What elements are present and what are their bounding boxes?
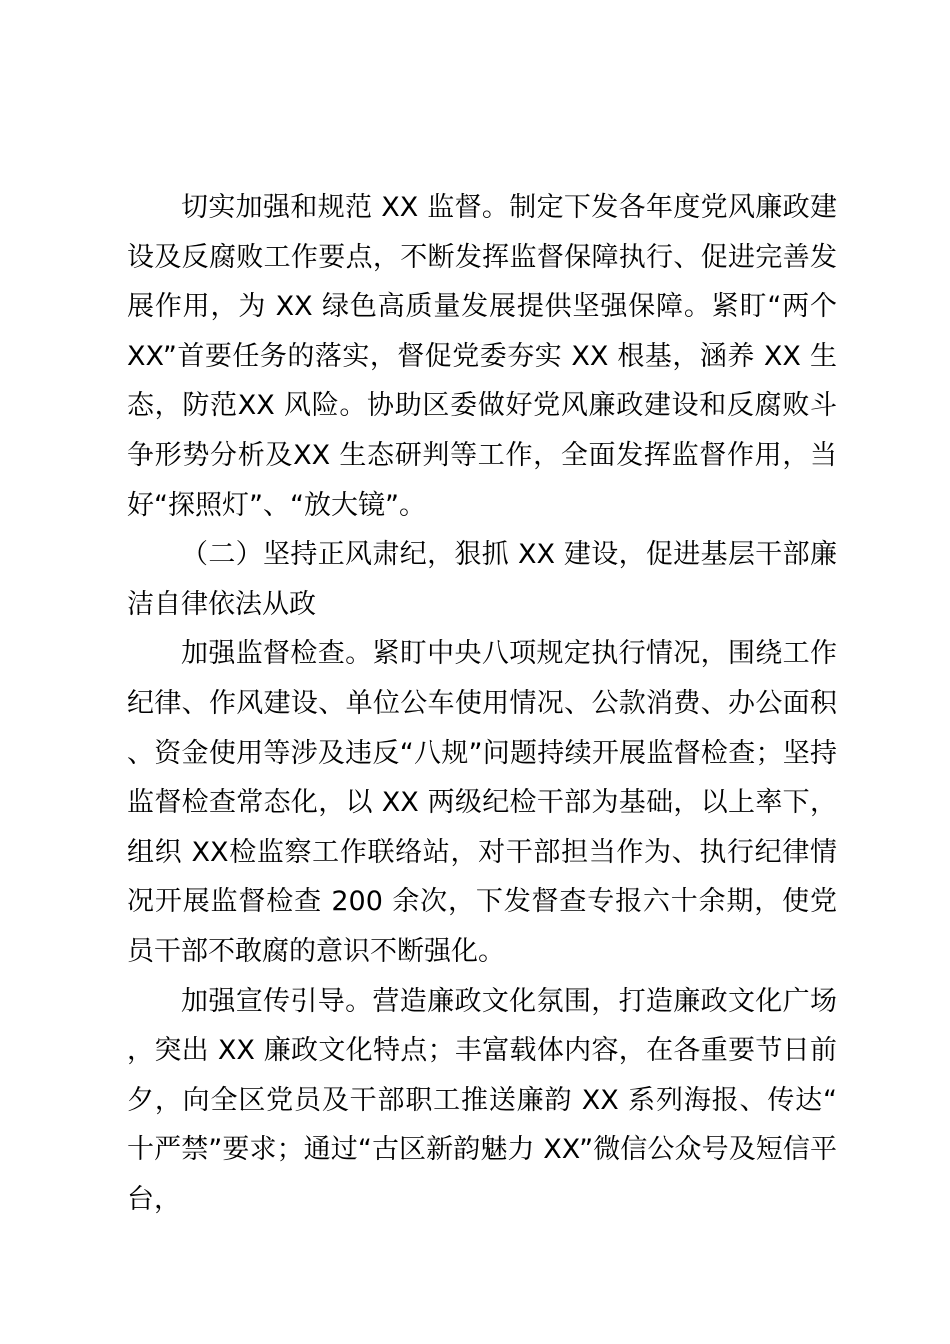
text-line: 切实加强和规范 XX 监督。制定下发各年度党风廉政建设 — [127, 192, 837, 273]
text-line: 加强宣传引导。营造廉政文化氛围，打造廉政文化广场， — [127, 985, 837, 1067]
text-line: 律依法从政 — [181, 588, 316, 620]
text-line: （二）坚持正风肃纪，狠抓 XX 建设，促进基层干部廉洁自 — [127, 539, 837, 620]
text-line: 检查常态化，以 XX 两级纪检干部为基础，以上率下，组织 XX — [127, 787, 837, 868]
text-line: 突出 XX 廉政文化特点；丰富载体内容，在各重要节日前夕， — [127, 1035, 838, 1116]
paragraph-publicity — [127, 977, 837, 1225]
text-line: 金使用等涉及违反“八规”问题持续开展监督检查；坚持监督 — [127, 737, 837, 819]
paragraph-supervision — [127, 183, 837, 530]
paragraph-section-heading — [127, 530, 837, 629]
text-line: 用，为 XX 绿色高质量发展提供坚强保障。紧盯“两个 XX”首 — [127, 291, 837, 372]
text-line: XX 生态研判等工作，全面发挥监督作用，当好“探照灯”、 — [127, 439, 838, 521]
text-line: 检监察工作联络站，对干部担当作为、执行纪律情况开展监督 — [127, 836, 837, 918]
text-line: 向全区党员及干部职工推送廉韵 XX 系列海报、传达“十严 — [127, 1084, 837, 1166]
text-line: 检查 200 余次，下发督查专报六十余期，使党员干部不敢腐的 — [127, 886, 838, 967]
paragraph-inspection — [127, 629, 837, 976]
text-line: 意识不断强化。 — [316, 935, 505, 967]
document-body — [127, 183, 837, 1224]
text-line: 禁”要求；通过“古区新韵魅力 XX”微信公众号及短信平台， — [127, 1134, 837, 1215]
text-line: 要任务的落实，督促党委夯实 XX 根基，涵养 XX 生态，防范 — [127, 340, 837, 422]
text-line: 及反腐败工作要点，不断发挥监督保障执行、促进完善发展作 — [127, 241, 838, 323]
text-line: 律、作风建设、单位公车使用情况、公款消费、办公面积、资 — [127, 687, 838, 769]
text-line: XX 风险。协助区委做好党风廉政建设和反腐败斗争形势分析及 — [127, 390, 838, 471]
text-line: 加强监督检查。紧盯中央八项规定执行情况，围绕工作纪 — [127, 638, 837, 719]
text-line: “放大镜”。 — [289, 489, 426, 521]
